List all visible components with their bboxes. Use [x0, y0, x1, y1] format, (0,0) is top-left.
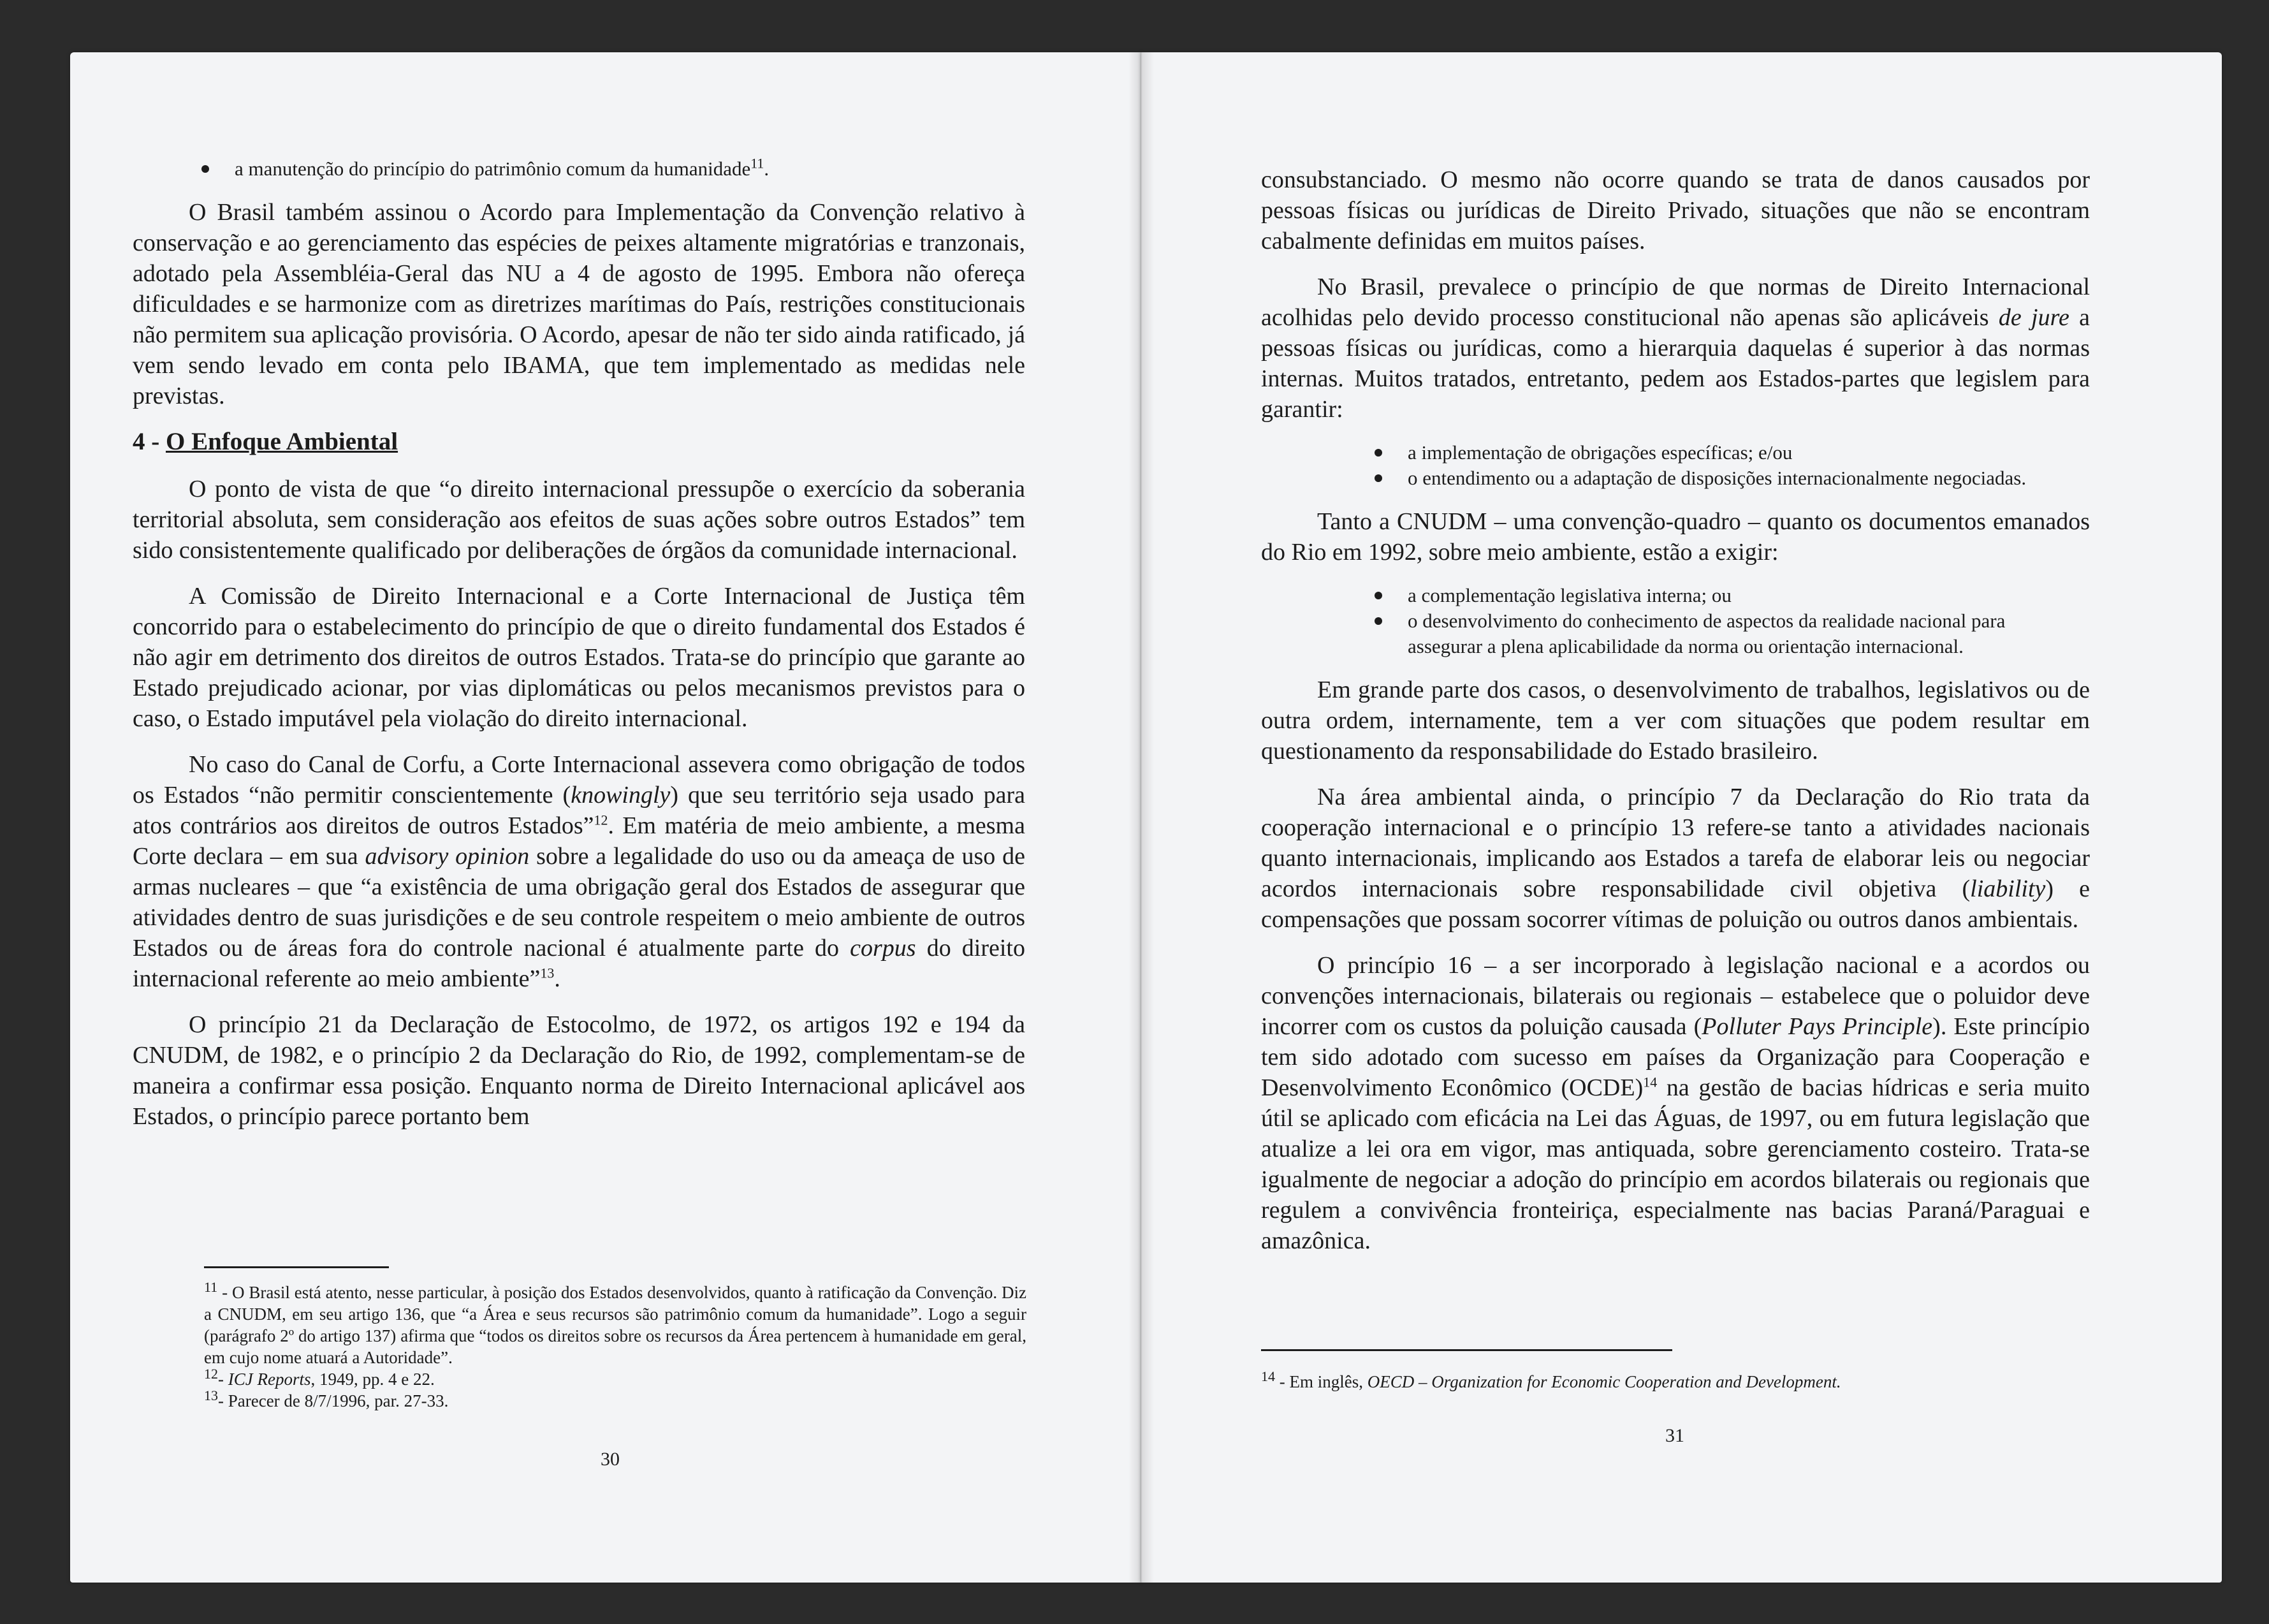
page-number: 31 [1665, 1425, 1684, 1446]
list-item: a implementação de obrigações específicas; e/ou [1369, 440, 2077, 465]
left-text-column [133, 156, 1025, 1147]
footnote-ref[interactable]: 14 [1643, 1074, 1658, 1090]
list-item: a complementação legislativa interna; ou [1369, 583, 2077, 608]
right-text-column [1261, 165, 2090, 1271]
paragraph: O ponto de vista de que “o direito internacional pressupõe o exercício da soberania territorial absoluta, sem consideração aos efeitos de suas ações sobre outros Estados” tem sido consistentemente qualificado por deliberações de órgãos da comunidade internacional. [133, 476, 1025, 564]
footnote-separator [1261, 1349, 1672, 1351]
footnote-separator [204, 1266, 389, 1268]
section-heading: 4 - O Enfoque Ambiental [133, 428, 398, 455]
list-item: o desenvolvimento do conhecimento de aspectos da realidade nacional para assegurar a plena aplicabilidade da norma ou orientação internacional. [1369, 608, 2077, 659]
paragraph: Em grande parte dos casos, o desenvolvimento de trabalhos, legislativos ou de outra ordem, internamente, tem a ver com situações que podem resultar em questionamento da responsabilidade do Estado brasileiro. [1261, 677, 2090, 764]
footnote-ref[interactable]: 11 [750, 155, 764, 172]
paragraph: O princípio 16 – a ser incorporado à legislação nacional e a acordos ou convenções internacionais, bilaterais ou regionais – estabelece que o poluidor deve incorrer com os custos da poluição causada (Polluter Pays Principle). Este princípio tem sido adotado com sucesso em países da Organização para Cooperação e Desenvolvimento Econômico (OCDE)$^{14}$ na gestão de bacias hídricas e seria muito útil se aplicado com eficácia na Lei das Águas, de 1997, ou em futura legislação que atualize a lei ora em vigor, mas antiquada, sobre gerenciamento costeiro. Trata-se igualmente de negociar a adoção do princípio em acordos bilaterais ou regionais que regulem a convivência fronteiriça, especialmente nas bacias Paraná/Paraguai e amazônica. [1261, 952, 2090, 1254]
footnote-11: $^{11}$ - O Brasil está atento, nesse particular, à posição dos Estados desenvolvidos, quanto à ratificação da Convenção. Diz a CNUDM, em seu artigo 136, que “a Área e seus recursos são patrimônio comum da humanidade”. Logo a seguir (parágrafo 2º do artigo 137) afirma que “todos os direitos sobre os recursos da Área pertencem à humanidade em geral, em cujo nome atuará a Autoridade”. [204, 1279, 1026, 1367]
paragraph: consubstanciado. O mesmo não ocorre quando se trata de danos causados por pessoas físicas ou jurídicas de Direito Privado, situações que não se encontram cabalmente definidas em muitos países. [1261, 166, 2090, 254]
paragraph: O princípio 21 da Declaração de Estocolmo, de 1972, os artigos 192 e 194 da CNUDM, de 1982, e o princípio 2 da Declaração do Rio, de 1992, complementam-se de maneira a confirmar essa posição. Enquanto norma de Direito Internacional aplicável aos Estados, o princípio parece portanto bem [133, 1011, 1025, 1130]
footnotes [204, 1279, 1026, 1412]
footnote-14: $^{14}$ - Em inglês, OECD – Organization for Economic Cooperation and Development. [1261, 1368, 1841, 1391]
list-item: a manutenção do princípio do patrimônio comum da humanidade$^{11}$. [196, 156, 1025, 182]
page-number: 30 [601, 1449, 620, 1470]
footnotes [1261, 1368, 2090, 1393]
footnote-ref[interactable]: 13 [540, 965, 555, 981]
list-item: o entendimento ou a adaptação de disposições internacionalmente negociadas. [1369, 465, 2077, 491]
intro-bullet-list [196, 156, 1025, 182]
paragraph: A Comissão de Direito Internacional e a Corte Internacional de Justiça têm concorrido para o estabelecimento do princípio de que o direito fundamental dos Estados é não agir em detrimento dos direitos de outros Estados. Trata-se do princípio que garante ao Estado prejudicado acionar, por vias diplomáticas ou pelos mecanismos previstos para o caso, o Estado imputável pela violação do direito internacional. [133, 583, 1025, 732]
paragraph: Na área ambiental ainda, o princípio 7 da Declaração do Rio trata da cooperação internacional e o princípio 13 refere-se tanto a atividades nacionais quanto internacionais, implicando aos Estados a tarefa de elaborar leis ou negociar acordos internacionais sobre responsabilidade civil objetiva (liability) e compensações que possam socorrer vítimas de poluição ou outros danos ambientais. [1261, 784, 2090, 933]
footnote-13: $^{13}$- Parecer de 8/7/1996, par. 27-33. [204, 1387, 449, 1410]
footnote-ref[interactable]: 12 [594, 812, 608, 828]
footnote-12: $^{12}$- ICJ Reports, 1949, pp. 4 e 22. [204, 1366, 435, 1389]
bullet-list [1369, 583, 2077, 659]
bullet-list [1369, 440, 2077, 491]
paragraph: Tanto a CNUDM – uma convenção-quadro – quanto os documentos emanados do Rio em 1992, sobre meio ambiente, estão a exigir: [1261, 508, 2090, 566]
paragraph: O Brasil também assinou o Acordo para Implementação da Convenção relativo à conservação e ao gerenciamento das espécies de peixes altamente migratórias e tranzonais, adotado pela Assembléia-Geral das NU a 4 de agosto de 1995. Embora não ofereça dificuldades e se harmonize com as diretrizes marítimas do País, restrições constitucionais não permitem sua aplicação provisória. O Acordo, apesar de não ter sido ainda ratificado, já vem sendo levado em conta pelo IBAMA, que tem implementado as medidas nele previstas. [133, 199, 1025, 409]
paragraph: No Brasil, prevalece o princípio de que normas de Direito Internacional acolhidas pelo devido processo constitucional não apenas são aplicáveis de jure a pessoas físicas ou jurídicas, como a hierarquia daquelas é superior à das normas internas. Muitos tratados, entretanto, pedem aos Estados-partes que legislem para garantir: [1261, 274, 2090, 423]
book-gutter [1128, 52, 1154, 1583]
paragraph: No caso do Canal de Corfu, a Corte Internacional assevera como obrigação de todos os Estados “não permitir conscientemente (knowingly) que seu território seja usado para atos contrários aos direitos de outros Estados”$^{12}$. Em matéria de meio ambiente, a mesma Corte declara – em sua advisory opinion sobre a legalidade do uso ou da ameaça de uso de armas nucleares – que “a existência de uma obrigação geral dos Estados de assegurar que atividades dentro de suas jurisdições e de seu controle respeitem o meio ambiente de outros Estados ou de áreas fora do controle nacional é atualmente parte do corpus do direito internacional referente ao meio ambiente”$^{13}$. [133, 751, 1025, 992]
